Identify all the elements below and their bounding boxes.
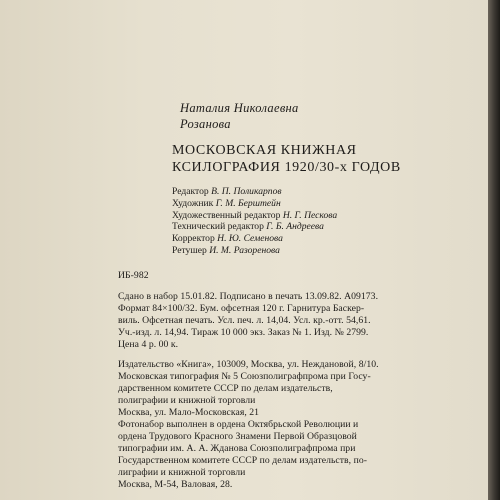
publisher-line: дарственном комитете СССР по делам издательств, [118,383,333,394]
colophon-line: Сдано в набор 15.01.82. Подписано в печать 13.09.82. А09173. [118,291,379,302]
publisher-line: Издательство «Книга», 103009, Москва, ул. Неждановой, 8/10. [118,359,379,370]
credit-retoucher [172,245,280,256]
credit-editor [172,186,282,197]
colophon-line: Цена 4 р. 00 к. [118,339,179,350]
credit-role: Редактор [172,186,209,197]
colophon-line: Формат 84×100/32. Бум. офсетная 120 г. Гарнитура Баскер- [118,303,365,314]
credit-role: Корректор [172,233,215,244]
credit-proofreader [172,233,283,244]
ib-number: ИБ-982 [118,270,149,281]
credit-name: В. П. Поликарпов [211,186,282,197]
credit-name: Г. М. Берштейн [215,198,281,209]
book-title-line-2: КСИЛОГРАФИЯ 1920/30-х ГОДОВ [172,160,401,175]
publisher-line: лиграфии и книжной торговли [118,467,246,478]
book-spine-edge [488,0,500,500]
credit-role: Технический редактор [172,221,264,232]
publisher-line: Москва, ул. Мало-Московская, 21 [118,407,260,418]
publisher-line: Государственном комитете СССР по делам издательств, по- [118,455,368,466]
publisher-line: типографии им. А. А. Жданова Союзполиграфпрома при [118,443,356,454]
colophon-line: виль. Офсетная печать. Усл. печ. л. 14,04. Усл. кр.-отт. 54,61. [118,315,371,326]
publisher-line: Фотонабор выполнен в ордена Октябрьской Революции и [118,419,359,430]
publisher-line: Москва, М-54, Валовая, 28. [118,479,233,490]
credit-name: Н. Г. Пескова [282,210,338,221]
credit-role: Ретушер [172,245,207,256]
publisher-line: Московская типография № 5 Союзполиграфпрома при Госу- [118,371,371,382]
credit-name: И. М. Разоренова [209,245,280,256]
book-title-line-1: МОСКОВСКАЯ КНИЖНАЯ [172,143,357,158]
author-last-name: Розанова [180,117,231,131]
credit-name: Н. Ю. Семенова [217,233,283,244]
colophon-line: Уч.-изд. л. 14,94. Тираж 10 000 экз. Заказ № 1. Изд. № 2799. [118,327,369,338]
author-first-name: Наталия Николаевна [180,101,299,115]
publisher-line: полиграфии и книжной торговли [118,395,256,406]
credit-tech-editor [172,221,324,232]
credit-name: Г. Б. Андреева [266,221,324,232]
credit-role: Художественный редактор [172,210,281,221]
credit-art-editor [172,210,337,221]
credit-role: Художник [172,198,214,209]
credit-artist [172,198,281,209]
publisher-line: ордена Трудового Красного Знамени Первой Образцовой [118,431,357,442]
